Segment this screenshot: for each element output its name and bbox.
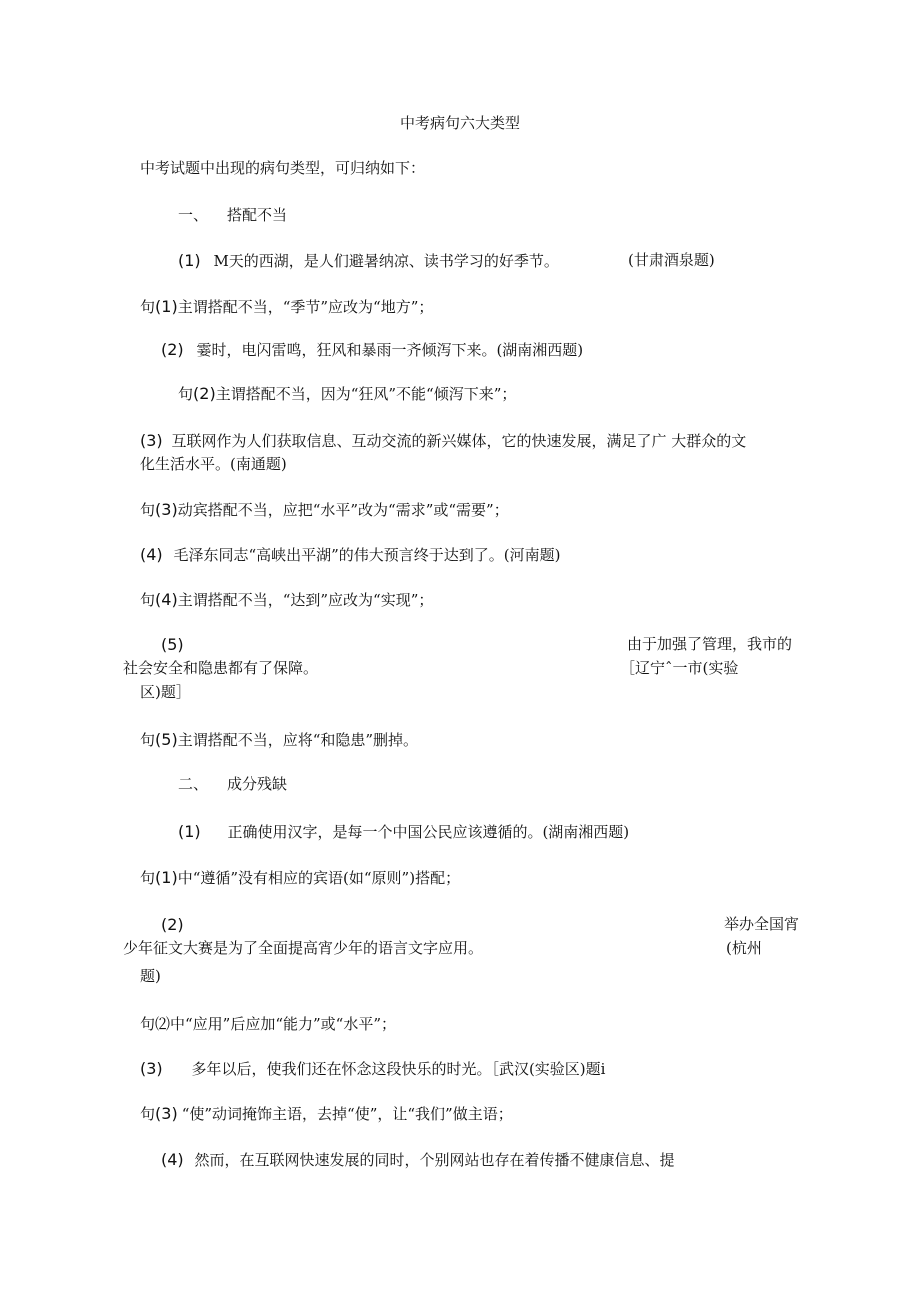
s1-item-5-source-2: 区)题］ — [140, 683, 191, 701]
s2-answer-3 — [140, 1102, 513, 1126]
s1-item-5-source-1: ［辽宁ˆ一市(实验 — [620, 659, 739, 677]
item-number: (1) — [178, 822, 201, 841]
s1-item-5-text-right: 由于加强了管理，我市的 — [627, 635, 793, 653]
section-2-heading: 成分残缺 — [227, 775, 288, 793]
item-text: 毛泽东同志“高峡出平湖”的伟大预言终于达到了。(河南题) — [173, 546, 561, 564]
s2-item-2-text-right: 举办全国宵 — [724, 915, 800, 933]
answer-number: (2) — [193, 384, 216, 403]
s2-answer-1 — [140, 866, 460, 890]
s2-item-3 — [140, 1057, 605, 1081]
answer-text: 主谓搭配不当，“季节”应改为“地方”； — [177, 298, 434, 316]
answer-text: 主谓搭配不当，应将“和隐患”删掉。 — [177, 731, 419, 749]
s1-answer-3 — [140, 498, 509, 522]
answer-number: (1) — [155, 297, 178, 316]
answer-text: 中“遵循”没有相应的宾语(如“原则”)搭配； — [177, 869, 461, 887]
s2-item-4 — [161, 1148, 674, 1172]
s1-answer-4 — [140, 588, 433, 612]
item-text: 霎时，电闪雷鸣，狂风和暴雨一齐倾泻下来。(湖南湘西题) — [196, 341, 584, 359]
s1-item-5-line-2: 社会安全和隐患都有了保障。 — [123, 659, 319, 677]
answer-prefix: 句 — [140, 298, 156, 316]
s2-item-2-number: (2) — [161, 915, 184, 934]
item-number: (3) — [140, 1059, 163, 1078]
page-title: 中考病句六大类型 — [400, 114, 521, 132]
answer-prefix: 句 — [140, 591, 156, 609]
answer-prefix: 句 — [140, 869, 156, 887]
s2-item-2-source-2: 题) — [140, 967, 161, 985]
answer-text: “使”动词掩饰主语，去掉“使”，让“我们”做主语； — [181, 1105, 513, 1123]
answer-text: 动宾搭配不当，应把“水平”改为“需求”或“需要”； — [177, 501, 509, 519]
s1-item-3-line-1 — [140, 429, 746, 453]
item-number: (1) — [178, 251, 201, 270]
section-1-number: 一、 — [178, 206, 209, 224]
s1-item-1-source: (甘肃酒泉题) — [628, 251, 715, 269]
s1-answer-5 — [140, 728, 418, 752]
answer-prefix: 句 — [140, 731, 156, 749]
s1-item-3-line-2: 化生活水平。(南通题) — [140, 455, 287, 473]
s1-answer-2 — [178, 382, 516, 406]
section-1-heading: 搭配不当 — [227, 206, 288, 224]
item-text: 多年以后，使我们还在怀念这段快乐的时光。［武汉(实验区)题i — [191, 1060, 606, 1078]
item-text: 正确使用汉字，是每一个中国公民应该遵循的。(湖南湘西题) — [227, 823, 630, 841]
item-text: 互联网作为人们获取信息、互动交流的新兴媒体，它的快速发展，满足了广 大群众的文 — [171, 432, 747, 450]
s1-item-5-number: (5) — [161, 635, 184, 654]
item-number: (2) — [161, 340, 184, 359]
answer-text: 主谓搭配不当，“达到”应改为“实现”； — [177, 591, 434, 609]
item-number: (4) — [161, 1150, 184, 1169]
s2-item-1 — [178, 820, 629, 844]
answer-number: (3) — [155, 500, 178, 519]
s2-item-2-source-1: (杭州 — [726, 939, 762, 957]
intro-text: 中考试题中出现的病句类型，可归纳如下： — [140, 159, 426, 177]
s1-item-4 — [140, 543, 561, 567]
s1-item-1 — [178, 249, 559, 273]
s1-item-2 — [161, 338, 583, 362]
s1-answer-1 — [140, 295, 433, 319]
answer-text: 主谓搭配不当，因为“狂风”不能“倾泻下来”； — [215, 385, 517, 403]
answer-prefix: 句 — [140, 501, 156, 519]
s2-item-2-line-2: 少年征文大赛是为了全面提高宵少年的语言文字应用。 — [123, 939, 484, 957]
answer-number: (5) — [155, 730, 178, 749]
answer-number: (3) — [155, 1104, 178, 1123]
answer-number: (1) — [155, 868, 178, 887]
item-number: (3) — [140, 431, 163, 450]
answer-number: (4) — [155, 590, 178, 609]
section-2-number: 二、 — [178, 775, 209, 793]
answer-prefix: 句 — [140, 1105, 156, 1123]
s2-answer-2: 句⑵中“应用”后应加“能力”或“水平”； — [140, 1015, 397, 1033]
item-text: 然而，在互联网快速发展的同时，个别网站也存在着传播不健康信息、提 — [194, 1151, 675, 1169]
answer-prefix: 句 — [178, 385, 194, 403]
item-number: (4) — [140, 545, 163, 564]
item-text: M天的西湖，是人们避暑纳凉、读书学习的好季节。 — [213, 252, 559, 270]
